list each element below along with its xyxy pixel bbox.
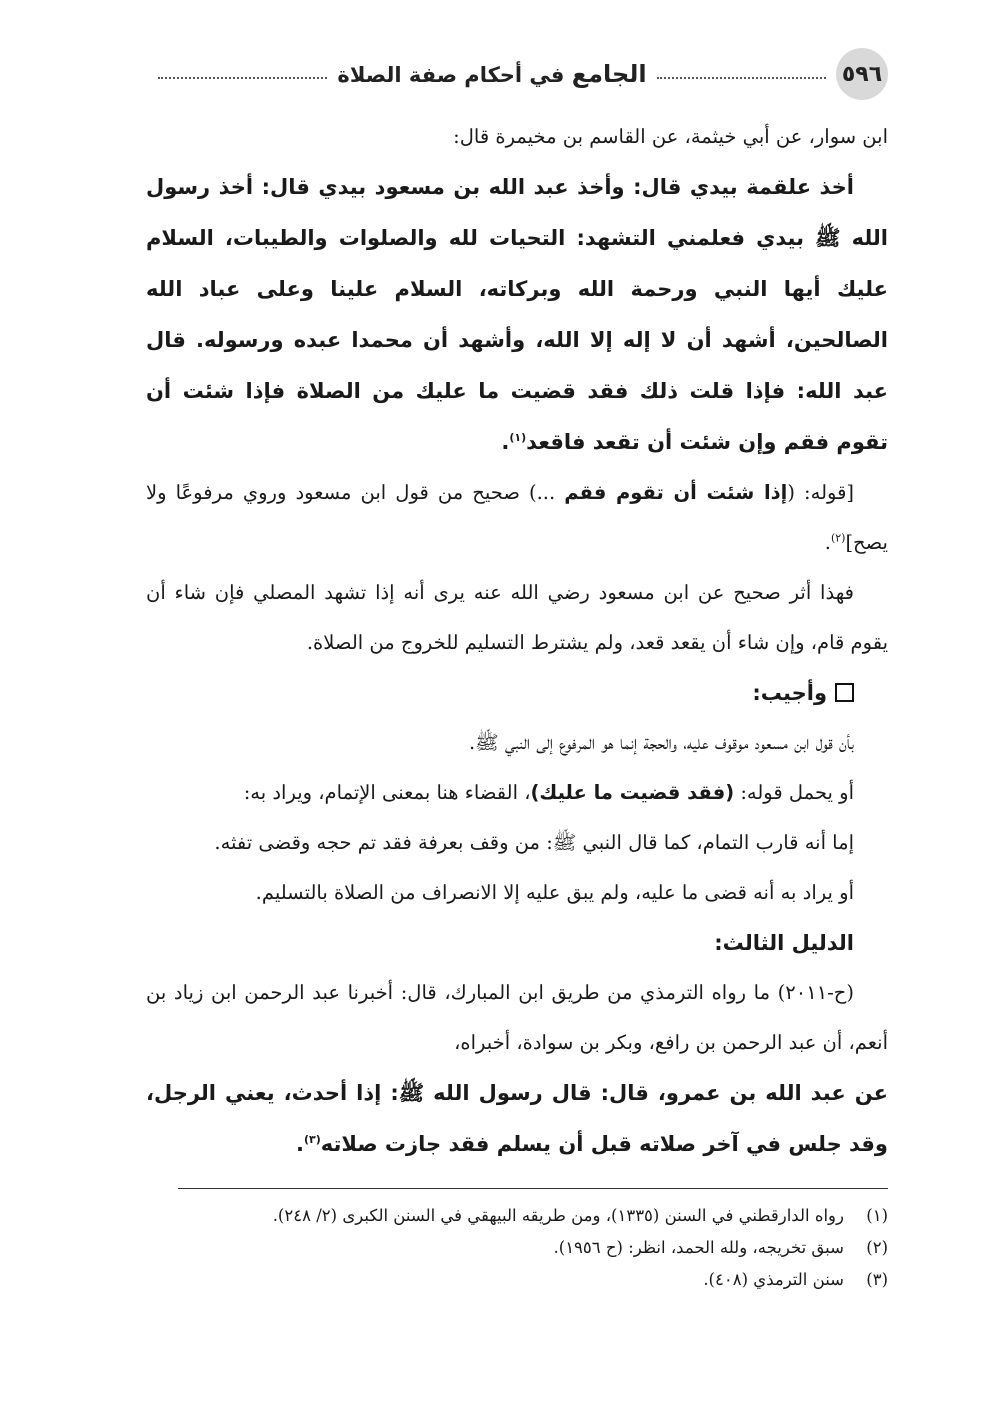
paragraph-athar: فهذا أثر صحيح عن ابن مسعود رضي الله عنه يرى أنه إذا تشهد المصلي فإن شاء أن يقوم قام، وإن شاء أن يقعد قعد، ولم يشترط التسليم للخروج من الصلاة.	[146, 581, 888, 654]
answer-heading	[146, 668, 888, 718]
footnote-text: سبق تخريجه، ولله الحمد، انظر: (ح ١٩٥٦).	[553, 1238, 844, 1257]
footnote-number: (١)	[866, 1206, 888, 1225]
grading-text-a: [قوله: (	[787, 481, 855, 504]
footnote-1	[146, 1200, 888, 1232]
footnotes	[146, 1200, 888, 1296]
hadith-1-text: أخذ علقمة بيدي قال: وأخذ عبد الله بن مسعود بيدي قال: أخذ رسول الله ﷺ بيدي فعلمني التشهد: التحيات لله والصلوات والطيبات، السلام عليك أيها النبي ورحمة الله وبركاته، السلام علينا وعلى عباد الله الصالحين، أشهد أن لا إله إلا الله، وأشهد أن محمدا عبده ورسوله. قال عبد الله: فإذا قلت ذلك فقد قضيت ما عليك من الصلاة فإذا شئت أن تقوم فقم وإن شئت أن تقعد فاقعد	[146, 175, 888, 454]
book-title	[337, 60, 646, 88]
page-header	[148, 46, 888, 102]
body-text	[146, 112, 888, 1170]
hadith-1-period: .	[501, 430, 510, 454]
book-title-rest: في أحكام صفة الصلاة	[337, 63, 565, 87]
answer-heading-text: وأجيب:	[752, 681, 827, 705]
page-number-badge: ٥٩٦	[836, 48, 888, 100]
book-title-main: الجامع	[571, 60, 647, 88]
grading-quote: إذا شئت أن تقوم فقم	[564, 481, 788, 504]
hadith-2-text: عن عبد الله بن عمرو، قال: قال رسول الله ﷺ: إذا أحدث، يعني الرجل، وقد جلس في آخر صلاته قبل أن يسلم فقد جازت صلاته	[146, 1081, 888, 1156]
footnote-text: سنن الترمذي (٤٠٨).	[703, 1270, 844, 1289]
hadith-text-2	[146, 1068, 888, 1170]
paragraph-isnad-2: (ح-٢٠١١) ما رواه الترمذي من طريق ابن المبارك، قال: أخبرنا عبد الرحمن ابن زياد بن أنعم، أن عبد الرحمن بن رافع، وبكر بن سوادة، أخبراه،	[146, 981, 888, 1054]
paragraph-grading	[146, 468, 888, 568]
footnote-number: (٣)	[866, 1270, 888, 1289]
third-evidence-heading: الدليل الثالث:	[714, 931, 854, 955]
footnote-ref-3: (٣)	[303, 1133, 321, 1146]
header-dotted-leader	[657, 77, 826, 79]
hadith-2-period: .	[295, 1132, 304, 1156]
answer-2-quote: (فقد قضيت ما عليك)	[530, 781, 735, 804]
footnote-separator	[178, 1188, 888, 1189]
footnote-2	[146, 1232, 888, 1264]
paragraph-isnad: ابن سوار، عن أبي خيثمة، عن القاسم بن مخيمرة قال:	[453, 125, 888, 148]
checkbox-square-icon	[835, 683, 854, 702]
answer-2-text-b: ، القضاء هنا بمعنى الإتمام، ويراد به:	[243, 781, 531, 804]
paragraph-answer-4: أو يراد به أنه قضى ما عليه، ولم يبق عليه إلا الانصراف من الصلاة بالتسليم.	[255, 881, 854, 904]
grading-text-b: ...) صحيح من قول ابن مسعود وروي مرفوعًا ولا يصح]	[146, 481, 888, 554]
footnote-3	[146, 1264, 888, 1296]
footnote-ref-1: (١)	[509, 431, 527, 444]
answer-2-text-a: أو يحمل قوله:	[734, 781, 854, 804]
footnote-text: رواه الدارقطني في السنن (١٣٣٥)، ومن طريقه البيهقي في السنن الكبرى (٢/ ٢٤٨).	[272, 1206, 844, 1225]
grading-period: .	[824, 531, 831, 554]
hadith-text-1	[146, 162, 888, 468]
footnote-number: (٢)	[866, 1238, 888, 1257]
paragraph-answer-1: بأن قول ابن مسعود موقوف عليه، والحجة إنما هو المرفوع إلى النبي ﷺ.	[468, 731, 854, 754]
paragraph-answer-2	[146, 768, 888, 818]
header-dotted-leader-left	[158, 77, 327, 79]
footnote-ref-2: (٢)	[830, 531, 846, 545]
paragraph-answer-3: إما أنه قارب التمام، كما قال النبي ﷺ: من وقف بعرفة فقد تم حجه وقضى تفثه.	[214, 831, 854, 854]
